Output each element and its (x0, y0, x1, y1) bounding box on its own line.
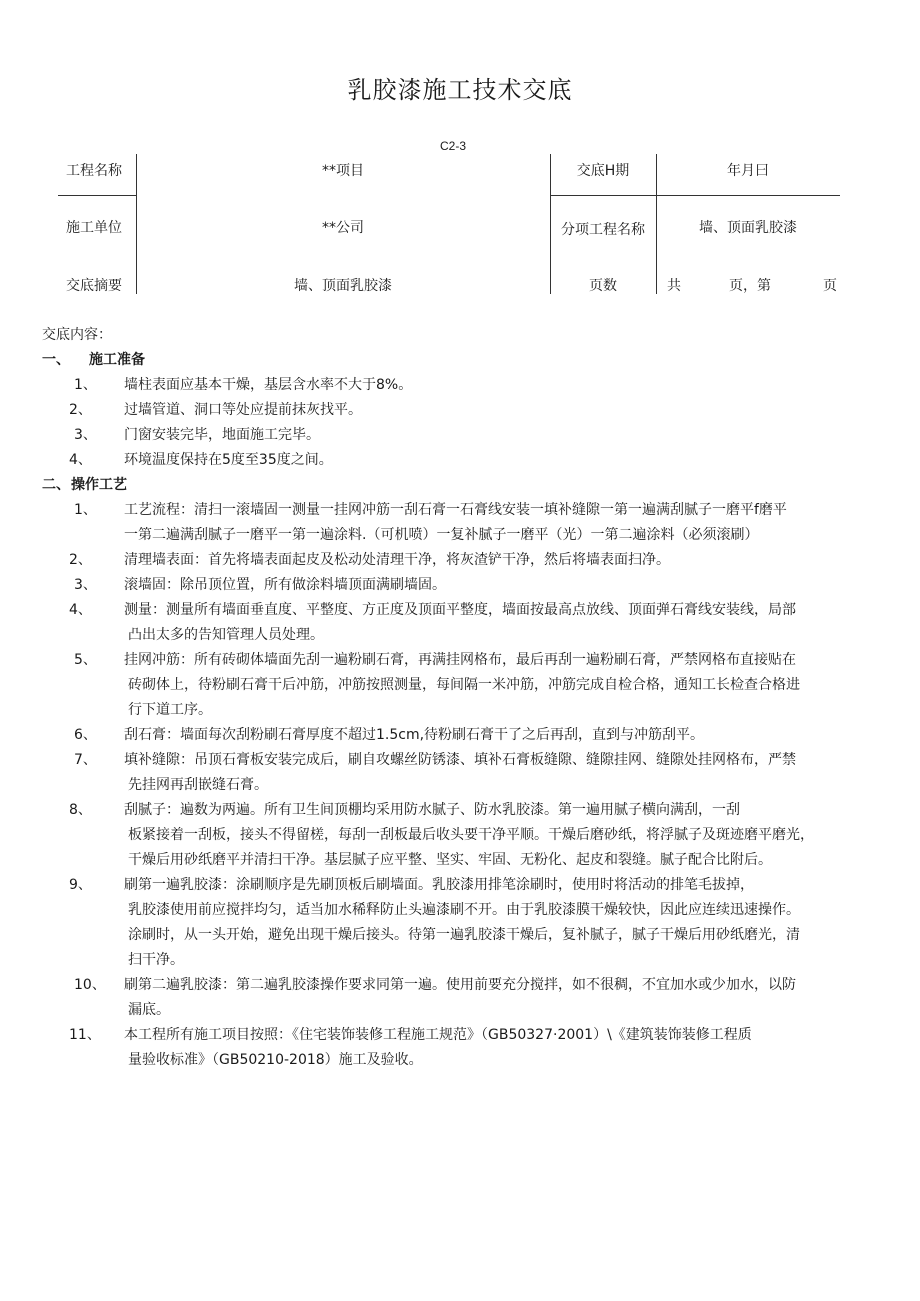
item-number: 4、 (69, 452, 92, 468)
item-number: 1、 (74, 377, 97, 393)
item-text: 刷第二遍乳胶漆：第二遍乳胶漆操作要求同第一遍。使用前要充分搅拌，如不很稠，不宜加水或少加水，以防 (124, 977, 796, 993)
item-text: 干燥后用砂纸磨平并清扫干净。基层腻子应平整、坚实、牢固、无粉化、起皮和裂缝。腻子配合比附后。 (128, 852, 772, 868)
form-code: C2-3 (439, 139, 466, 153)
item-number: 2、 (69, 402, 92, 418)
item-number: 5、 (74, 652, 97, 668)
unit-label: 施工单位 (66, 220, 122, 236)
project-name-value: **项目 (322, 163, 364, 179)
item-text: 扫干净。 (128, 952, 184, 968)
item-text: 先挂网再刮嵌缝石膏。 (128, 777, 268, 793)
section-number: 二、 (42, 477, 70, 493)
item-number: 7、 (74, 752, 97, 768)
item-text: 漏底。 (128, 1002, 170, 1018)
summary-label: 交底摘要 (66, 278, 122, 294)
pages-mid: 页，第 (729, 278, 771, 294)
item-text: 行下道工序。 (128, 702, 212, 718)
pages-end: 页 (823, 278, 837, 294)
unit-value: **公司 (322, 220, 364, 236)
section-title: 施工准备 (89, 352, 145, 368)
item-text: 刮腻子：遍数为两遍。所有卫生间顶棚均采用防水腻子、防水乳胶漆。第一遍用腻子横向满刮，一刮 (124, 802, 740, 818)
document-title: 乳胶漆施工技术交底 (347, 76, 573, 104)
item-text: 滚墙固：除吊顶位置，所有做涂料墙顶面满刷墙固。 (124, 577, 446, 593)
item-number: 1、 (74, 502, 97, 518)
item-number: 4、 (69, 602, 92, 618)
item-text: 量验收标准》（GB50210-2018）施工及验收。 (128, 1052, 423, 1068)
table-rule (550, 195, 840, 196)
pages-label: 页数 (589, 278, 617, 294)
item-number: 2、 (69, 552, 92, 568)
item-text: 挂网冲筋：所有砖砌体墙面先刮一遍粉刷石膏，再满挂网格布，最后再刮一遍粉刷石膏，严禁网格布直接贴在 (124, 652, 796, 668)
content-label: 交底内容： (42, 327, 112, 343)
item-number: 6、 (74, 727, 97, 743)
item-text: 工艺流程：清扫一滚墙固一测量一挂网冲筋一刮石膏一石膏线安装一填补缝隙一第一遍满刮腻子一磨平f磨平 (124, 502, 787, 518)
item-number: 3、 (74, 427, 97, 443)
item-text: 本工程所有施工项目按照：《住宅装饰装修工程施工规范》（GB50327·2001）\《建筑装饰装修工程质 (124, 1027, 752, 1043)
item-text: 一第二遍满刮腻子一磨平一第一遍涂料.（可机喷）一复补腻子一磨平（光）一第二遍涂料（必须滚刷） (124, 527, 759, 543)
date-value: 年月曰 (727, 163, 769, 179)
item-text: 砖砌体上，待粉刷石膏干后冲筋，冲筋按照测量，每间隔一米冲筋，冲筋完成自检合格，通知工长检查合格进 (128, 677, 800, 693)
summary-value: 墙、顶面乳胶漆 (294, 278, 392, 294)
project-name-label: 工程名称 (66, 163, 122, 179)
sub-project-value: 墙、顶面乳胶漆 (699, 220, 797, 236)
sub-project-label: 分项工程名称 (561, 222, 645, 238)
item-text: 乳胶漆使用前应搅拌均匀，适当加水稀释防止头遍漆刷不开。由于乳胶漆膜干燥较快，因此应连续迅速操作。 (128, 902, 800, 918)
header-table (58, 154, 840, 294)
item-text: 环境温度保持在5度至35度之间。 (124, 452, 333, 468)
item-text: 测量：测量所有墙面垂直度、平整度、方正度及顶面平整度，墙面按最高点放线、顶面弹石膏线安装线，局部 (124, 602, 796, 618)
item-number: 8、 (69, 802, 92, 818)
pages-total: 共 (667, 278, 681, 294)
item-number: 9、 (69, 877, 92, 893)
table-rule (58, 195, 136, 196)
item-text: 凸出太多的告知管理人员处理。 (128, 627, 324, 643)
item-text: 填补缝隙：吊顶石膏板安装完成后，刷自攻螺丝防锈漆、填补石膏板缝隙、缝隙挂网、缝隙处挂网格布，严禁 (124, 752, 796, 768)
item-number: 11、 (69, 1027, 101, 1043)
item-text: 刷第一遍乳胶漆：涂刷顺序是先刷顶板后刷墙面。乳胶漆用排笔涂刷时，使用时将活动的排笔毛拔掉， (124, 877, 754, 893)
date-label: 交底H期 (576, 163, 630, 179)
item-text: 清理墙表面：首先将墙表面起皮及松动处清理干净，将灰渣铲干净，然后将墙表面扫净。 (124, 552, 670, 568)
item-number: 3、 (74, 577, 97, 593)
item-text: 板紧接着一刮板，接头不得留槎，每刮一刮板最后收头要干净平顺。干燥后磨砂纸，将浮腻子及斑迹磨平磨光， (128, 827, 814, 843)
item-text: 墙柱表面应基本干燥，基层含水率不大于8%。 (124, 377, 413, 393)
item-text: 过墙管道、洞口等处应提前抹灰找平。 (124, 402, 362, 418)
item-number: 10、 (74, 977, 106, 993)
section-title: 操作工艺 (71, 477, 127, 493)
item-text: 刮石膏：墙面每次刮粉刷石膏厚度不超过1.5cm,待粉刷石膏干了之后再刮，直到与冲筋刮平。 (124, 727, 705, 743)
item-text: 门窗安装完毕，地面施工完毕。 (124, 427, 320, 443)
section-number: 一、 (42, 352, 70, 368)
item-text: 涂刷时，从一头开始，避免出现干燥后接头。待第一遍乳胶漆干燥后，复补腻子，腻子干燥后用砂纸磨光，清 (128, 927, 800, 943)
